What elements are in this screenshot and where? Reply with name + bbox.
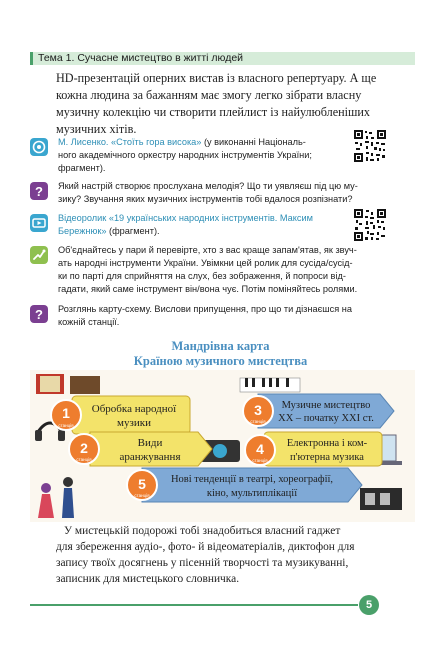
film-icon bbox=[360, 488, 402, 510]
question-icon bbox=[30, 305, 48, 323]
question-block bbox=[30, 303, 390, 331]
svg-text:?: ? bbox=[35, 307, 43, 322]
map-subtitle: Країною музичного мистецтва bbox=[133, 354, 308, 368]
task-text bbox=[58, 244, 357, 296]
listen-link[interactable]: М. Лисенко. «Стоїть гора висока» bbox=[58, 137, 202, 147]
station-4-line: п'ютерна музика bbox=[290, 452, 364, 463]
station-1-line: Обробка народної bbox=[91, 403, 177, 415]
outro-line: У мистецькій подорожі тобі знадобиться власний гаджет bbox=[64, 525, 341, 537]
question-line: зику? Звучання яких музичних інструментів тобі вдалося розпізнати? bbox=[58, 194, 353, 204]
listen-line: (у виконанні Національ- bbox=[201, 137, 306, 147]
station-4 bbox=[245, 432, 382, 466]
station-2-line: аранжування bbox=[119, 451, 181, 463]
task-line: ать народні інструменти України. Увімкни цей ролик для сусіда/сусід- bbox=[58, 258, 353, 268]
station-1-word: станція bbox=[58, 423, 74, 428]
task-line: ки по парті для сприйняття на слух, без зображення, й попроси від- bbox=[58, 271, 346, 281]
outro-line: записник для мистецького словничка. bbox=[56, 573, 240, 585]
listen-block bbox=[30, 135, 390, 175]
station-3-line: ХХ – початку ХХІ ст. bbox=[278, 413, 374, 424]
intro-line: кожна людина за бажанням має змогу легко зібрати власну bbox=[56, 88, 362, 102]
topic-header bbox=[30, 52, 415, 65]
station-2 bbox=[69, 432, 212, 466]
question-line: Який настрій створює прослухана мелодія? Що ти уявляєш під цю му- bbox=[58, 181, 358, 191]
station-2-line: Види bbox=[137, 437, 163, 449]
station-5-number: 5 bbox=[138, 476, 146, 492]
outro-line: запису твоїх досягнень у пісенній творчості та музикуванні, bbox=[56, 557, 349, 569]
footer-rule bbox=[30, 604, 358, 606]
video-block bbox=[30, 212, 390, 242]
task-block bbox=[30, 244, 390, 300]
piano-keys-icon bbox=[240, 378, 300, 392]
outro-paragraph bbox=[56, 523, 396, 587]
intro-line: музичну колекцію чи створити плейлист із найулюбленіших bbox=[56, 105, 371, 119]
question-text bbox=[58, 180, 358, 206]
station-1-number: 1 bbox=[62, 405, 70, 421]
video-tail: (фрагмент). bbox=[106, 226, 160, 236]
station-3-line: Музичне мистецтво bbox=[281, 400, 371, 411]
question-line: кожній станції. bbox=[58, 317, 120, 327]
listen-text bbox=[58, 136, 312, 175]
station-4-word: станція bbox=[252, 458, 268, 463]
station-1-line: музики bbox=[117, 417, 151, 429]
question-icon bbox=[30, 182, 48, 200]
svg-text:?: ? bbox=[35, 184, 43, 199]
topic-title: Тема 1. Сучасне мистецтво в житті людей bbox=[38, 52, 244, 64]
question-block bbox=[30, 180, 390, 208]
station-5 bbox=[127, 468, 362, 502]
page-number: 5 bbox=[359, 595, 379, 615]
intro-paragraph bbox=[56, 70, 396, 138]
intro-line: HD-презентацій оперних вистав із власного репертуару. А ще bbox=[56, 71, 377, 85]
question-line: Розглянь карту-схему. Вислови припущення, про що ти дізнаєшся на bbox=[58, 304, 352, 314]
qr-code[interactable] bbox=[353, 208, 387, 242]
intro-line: музичних хітів. bbox=[56, 122, 137, 136]
question-text bbox=[58, 303, 352, 329]
listen-icon bbox=[30, 138, 48, 156]
station-4-line: Електронна і ком- bbox=[286, 438, 368, 449]
station-3-word: станція bbox=[250, 419, 266, 424]
video-link[interactable]: Бережнюк» bbox=[58, 226, 107, 236]
qr-code[interactable] bbox=[353, 129, 387, 163]
video-icon bbox=[30, 214, 48, 232]
map-title: Мандрівна карта bbox=[171, 339, 270, 353]
outro-line: для збереження аудіо-, фото- й відеоматеріалів, диктофон для bbox=[56, 541, 355, 553]
station-4-number: 4 bbox=[256, 441, 264, 457]
station-3 bbox=[243, 394, 394, 428]
video-link[interactable]: Відеоролик «19 українських народних інструментів. Максим bbox=[58, 213, 313, 223]
station-5-line: Нові тенденції в театрі, хореографії, bbox=[170, 474, 334, 485]
video-text bbox=[58, 212, 313, 238]
task-icon bbox=[30, 246, 48, 264]
task-line: гадати, який саме інструмент він/вона чує. Потім поміняйтесь ролями. bbox=[58, 284, 358, 294]
listen-line: ного академічного оркестру народних інструментів України; bbox=[58, 150, 312, 160]
station-1 bbox=[51, 396, 190, 434]
task-line: Об'єднайтесь у пари й перевірте, хто з вас краще запам'ятав, як звуч- bbox=[58, 245, 357, 255]
station-3-number: 3 bbox=[254, 402, 262, 418]
travel-map bbox=[30, 370, 415, 522]
station-5-line: кіно, мультиплікації bbox=[206, 488, 298, 499]
listen-line: фрагмент). bbox=[58, 163, 106, 173]
station-2-number: 2 bbox=[80, 440, 88, 456]
station-2-word: станція bbox=[76, 457, 92, 462]
station-5-word: станція bbox=[134, 493, 150, 498]
